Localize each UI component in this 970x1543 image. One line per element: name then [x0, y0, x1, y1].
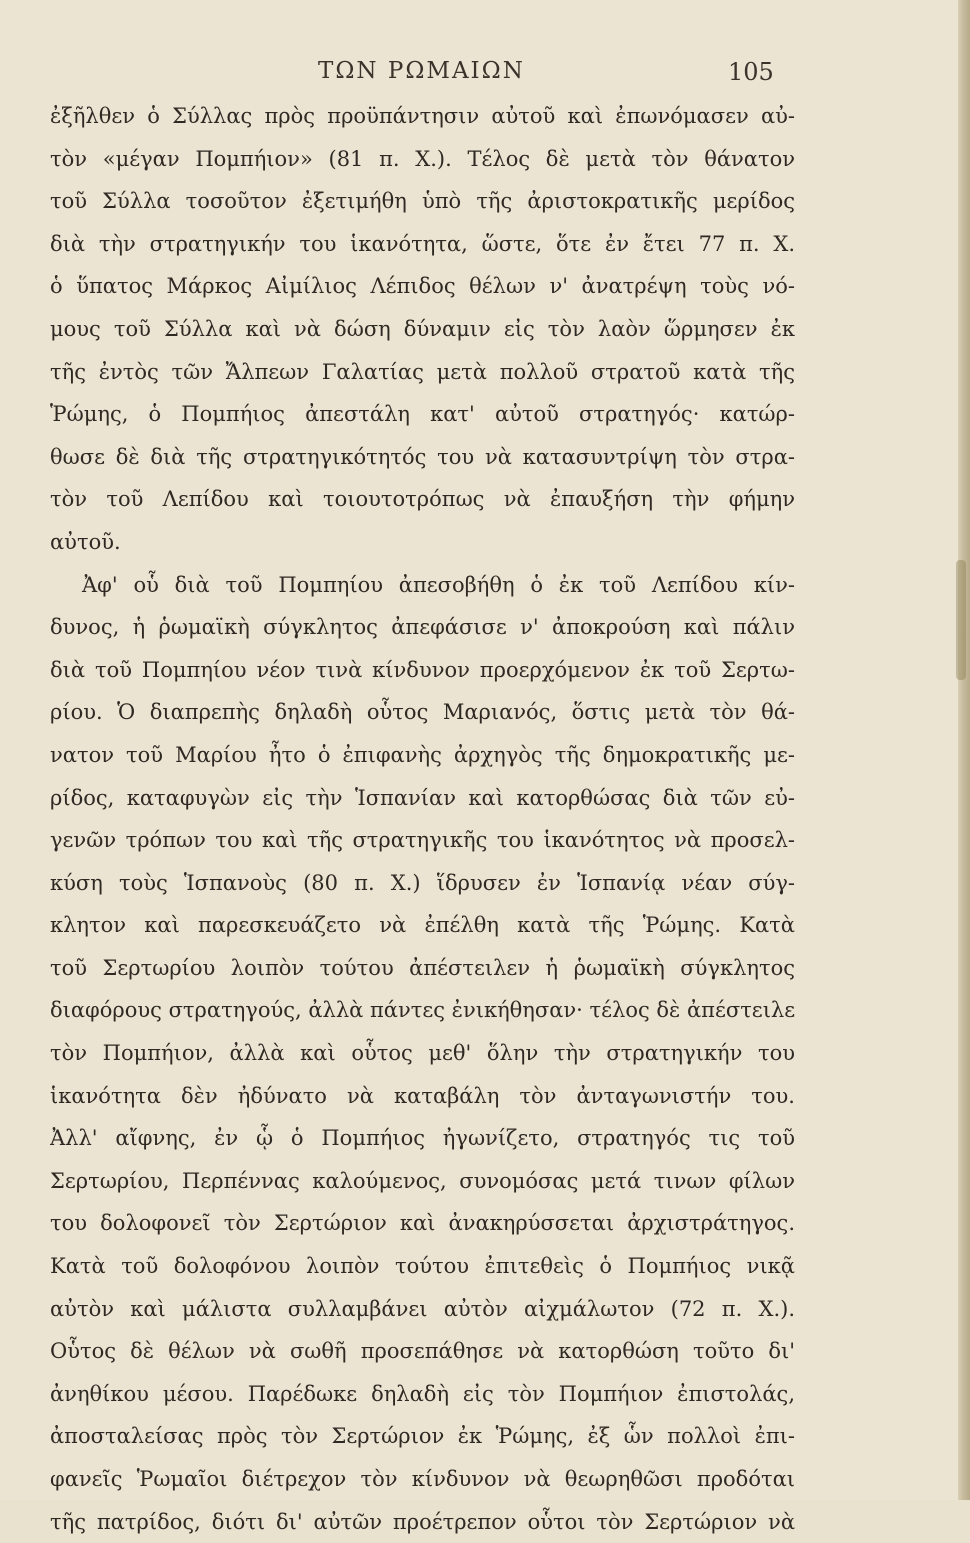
text-line: ρίδος, καταφυγὼν εἰς τὴν Ἱσπανίαν καὶ κατορθώσας διὰ τῶν εὐ-	[50, 785, 795, 810]
text-line: Κατὰ τοῦ δολοφόνου λοιπὸν τούτου ἐπιτεθεὶς ὁ Πομπήιος νικᾷ	[50, 1254, 795, 1279]
text-line: διὰ τοῦ Πομπηίου νέον τινὰ κίνδυνον προερχόμενον ἐκ τοῦ Σερτω-	[50, 657, 795, 682]
text-line: του δολοφονεῖ τὸν Σερτώριον καὶ ἀνακηρύσσεται ἀρχιστράτηγος.	[50, 1211, 795, 1236]
text-line: διαφόρους στρατηγούς, ἀλλὰ πάντες ἐνικήθησαν· τέλος δὲ ἀπέστειλε	[50, 998, 795, 1023]
text-line: τοῦ Σύλλα τοσοῦτον ἐξετιμήθη ὑπὸ τῆς ἀριστοκρατικῆς μερίδος	[50, 189, 795, 214]
running-title: ΤΩΝ ΡΩΜΑΙΩΝ	[318, 58, 525, 84]
page-edge	[958, 0, 970, 1500]
text-line: Ἀφ' οὗ διὰ τοῦ Πομπηίου ἀπεσοβήθη ὁ ἐκ τοῦ Λεπίδου κίν-	[82, 572, 795, 597]
text-line: κύση τοὺς Ἱσπανοὺς (80 π. Χ.) ἵδρυσεν ἐν Ἱσπανίᾳ νέαν σύγ-	[50, 870, 795, 895]
body-text	[50, 95, 795, 1543]
text-line: τὸν τοῦ Λεπίδου καὶ τοιουτοτρόπως νὰ ἐπαυξήση τὴν φήμην	[50, 487, 795, 512]
text-line: Ἀλλ' αἴφνης, ἐν ᾧ ὁ Πομπήιος ἠγωνίζετο, στρατηγός τις τοῦ	[50, 1126, 795, 1151]
text-line: θωσε δὲ διὰ τῆς στρατηγικότητός του νὰ κατασυντρίψη τὸν στρα-	[50, 444, 795, 469]
text-line: φανεῖς Ῥωμαῖοι διέτρεχον τὸν κίνδυνον νὰ θεωρηθῶσι προδόται	[50, 1467, 795, 1491]
text-line: τοῦ Σερτωρίου λοιπὸν τούτου ἀπέστειλεν ἡ ῥωμαϊκὴ σύγκλητος	[50, 955, 795, 980]
text-line: αὐτοῦ.	[50, 529, 121, 554]
text-line: γενῶν τρόπων του καὶ τῆς στρατηγικῆς του ἱκανότητος νὰ προσελ-	[50, 828, 795, 853]
page-stain	[956, 560, 966, 680]
page-number: 105	[728, 58, 774, 86]
text-line: ἐξῆλθεν ὁ Σύλλας πρὸς προϋπάντησιν αὐτοῦ καὶ ἐπωνόμασεν αὐ-	[50, 104, 795, 128]
text-line: μους τοῦ Σύλλα καὶ νὰ δώση δύναμιν εἰς τὸν λαὸν ὥρμησεν ἐκ	[50, 316, 795, 341]
text-line: κλητον καὶ παρεσκευάζετο νὰ ἐπέλθη κατὰ τῆς Ῥώμης. Κατὰ	[50, 913, 795, 938]
text-line: Οὗτος δὲ θέλων νὰ σωθῆ προσεπάθησε νὰ κατορθώση τοῦτο δι'	[50, 1339, 795, 1364]
text-line: διὰ τὴν στρατηγικήν του ἱκανότητα, ὥστε, ὅτε ἐν ἔτει 77 π. Χ.	[50, 231, 795, 256]
text-line: ἱκανότητα δὲν ἠδύνατο νὰ καταβάλη τὸν ἀνταγωνιστήν του.	[50, 1083, 795, 1108]
text-line: ὁ ὕπατος Μάρκος Αἰμίλιος Λέπιδος θέλων ν' ἀνατρέψη τοὺς νό-	[50, 274, 795, 299]
text-line: τὸν Πομπήιον, ἀλλὰ καὶ οὗτος μεθ' ὅλην τὴν στρατηγικήν του	[50, 1041, 795, 1066]
text-line: ρίου. Ὁ διαπρεπὴς δηλαδὴ οὗτος Μαριανός, ὅστις μετὰ τὸν θά-	[50, 700, 795, 725]
text-line: δυνος, ἡ ῥωμαϊκὴ σύγκλητος ἀπεφάσισε ν' ἀποκρούση καὶ πάλιν	[50, 615, 795, 640]
text-line: Ῥώμης, ὁ Πομπήιος ἀπεστάλη κατ' αὐτοῦ στρατηγός· κατώρ-	[50, 402, 795, 427]
text-line: αὐτὸν καὶ μάλιστα συλλαμβάνει αὐτὸν αἰχμάλωτον (72 π. Χ.).	[50, 1296, 795, 1321]
running-head	[0, 58, 958, 90]
text-line: ἀποσταλείσας πρὸς τὸν Σερτώριον ἐκ Ῥώμης, ἐξ ὧν πολλοὶ ἐπι-	[50, 1424, 795, 1449]
text-line: τῆς ἐντὸς τῶν Ἄλπεων Γαλατίας μετὰ πολλοῦ στρατοῦ κατὰ τῆς	[50, 359, 795, 384]
text-line: Σερτωρίου, Περπέννας καλούμενος, συνομόσας μετά τινων φίλων	[50, 1168, 795, 1193]
text-line: νατον τοῦ Μαρίου ἦτο ὁ ἐπιφανὴς ἀρχηγὸς τῆς δημοκρατικῆς με-	[50, 742, 795, 767]
text-line: τῆς πατρίδος, διότι δι' αὐτῶν προέτρεπον οὗτοι τὸν Σερτώριον νὰ	[50, 1509, 795, 1534]
text-line: τὸν «μέγαν Πομπήιον» (81 π. Χ.). Τέλος δὲ μετὰ τὸν θάνατον	[50, 146, 795, 171]
text-line: ἀνηθίκου μέσου. Παρέδωκε δηλαδὴ εἰς τὸν Πομπήιον ἐπιστολάς,	[50, 1381, 795, 1406]
